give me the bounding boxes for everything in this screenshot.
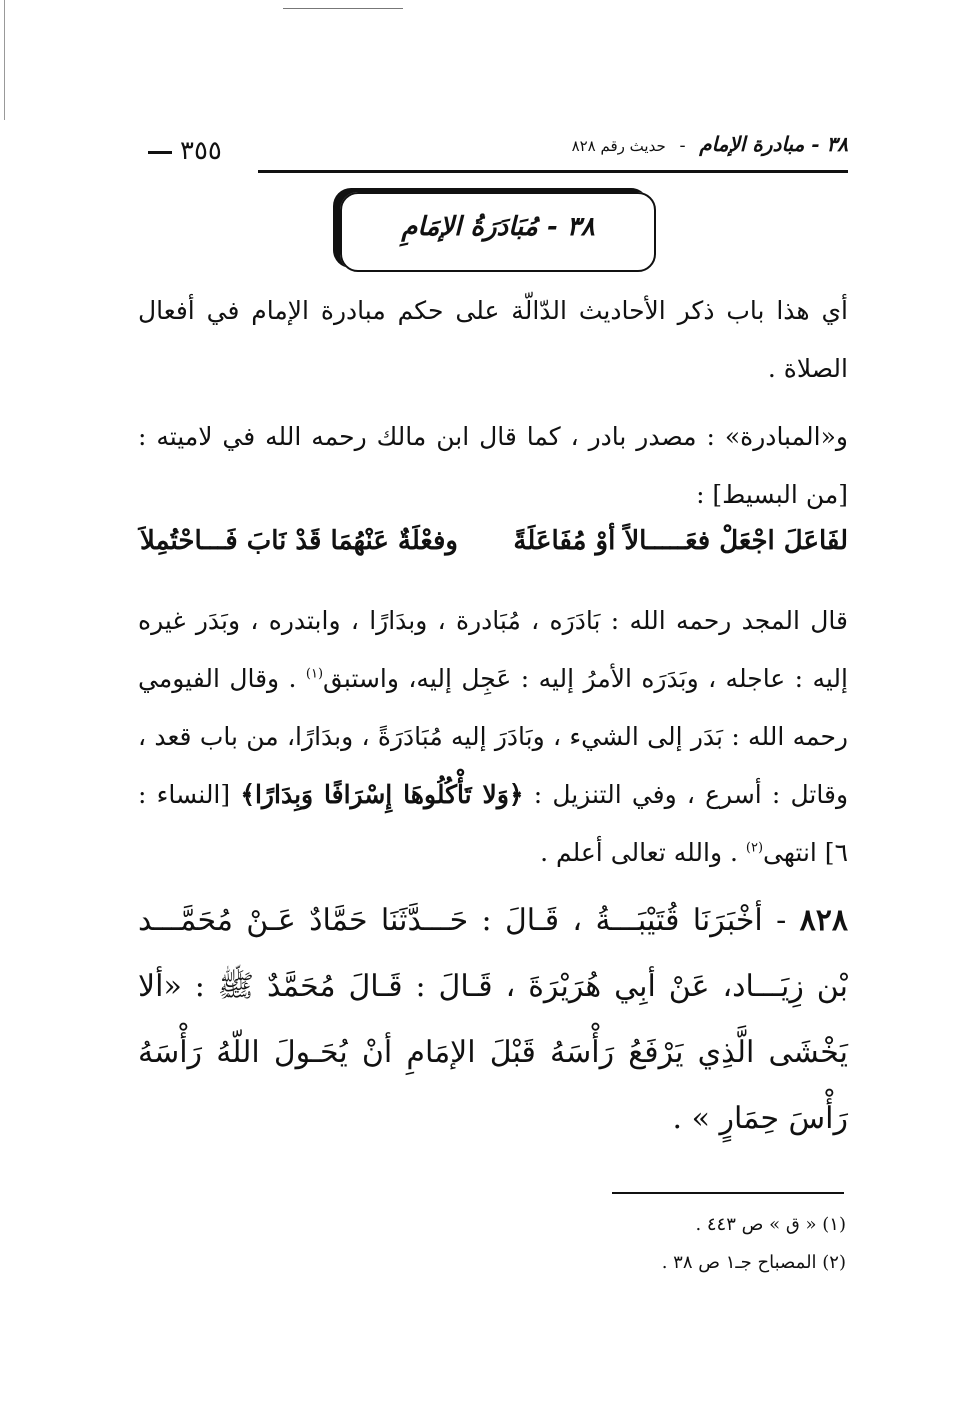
chapter-title: ٣٨ - مُبَادَرَةُ الإمَامِ [401,212,595,242]
verse-second-hemistich: وفعْلَةٌ عَنْهُمَا قَدْ نَابَ فَـــاحْتُمِلاَ [140,526,458,556]
commentary-text: . وقال الفيومي رحمه الله : بَدَر إلى الشيء ، وبَادَرَ إليه مُبَادَرَةً ، وبدَارًا، من باب قعد ، وقاتل : أسرع ، وفي التنزيل : [138,664,849,809]
hadith-paragraph [138,888,848,1152]
header-separator: - [679,135,686,156]
chapter-title-box [340,192,656,272]
header-hadith-ref: حديث رقم ٨٢٨ [571,137,666,155]
top-rule [283,8,403,9]
poetry-verse [140,520,848,578]
footnote-ref-2[interactable]: (٢) [745,840,764,856]
quran-quote: ﴿وَلا تَأْكُلُوهَا إِسْرَافًا وَبِدَارًا﴾ [240,780,524,809]
page-edge-line [4,0,5,120]
footnote-ref-1[interactable]: (١) [305,666,324,682]
page-number-dash [148,151,172,154]
footnote-rule [612,1192,844,1194]
commentary-paragraph [138,592,848,882]
hadith-text: - أخْبَرَنَا قُتَيْبَـــةُ ، قَـالَ : حَـــدَّثَنَا حَمَّادٌ عَـنْ مُحَمَّـــد بْن زِيَـــاد، عَنْ أبِي هُرَيْرَةَ ، قَـالَ : قَـالَ مُحَمَّدٌ ﷺ : «ألا يَخْشَى الَّذِي يَرْفَعُ رَأْسَهُ قَبْلَ الإمَامِ أنْ يُحَـولَ اللّهُ رَأْسَهُ رَأْسَ حِمَارٍ » . [138,903,848,1136]
commentary-text: . والله تعالى أعلم . [540,838,738,867]
running-header [140,124,848,176]
page-number: ٣٥٥ [180,136,222,166]
header-rule [258,170,848,173]
header-title [572,132,848,156]
footnotes [662,1206,846,1282]
commentary-text: [النساء : ٦] انتهى [138,780,848,867]
intro-paragraph: أي هذا باب ذكر الأحاديث الدّالّة على حكم مبادرة الإمام في أفعال الصلاة . [138,296,848,383]
commentary-text: قال المجد رحمه الله : بَادَرَه ، مُبَادرة ، وبدَارًا ، وابتدره ، وبَدَر غيره إليه : عاجله ، وبَدَرَه الأمرُ إليه : عَجِل إليه، واستبق [138,606,848,693]
hadith-number: ٨٢٨ [799,903,848,938]
verse-first-hemistich: لفَاعَلَ اجْعَلْ فعَـــــالاً أوْ مُفَاعَلَةً [513,526,848,556]
definition-paragraph: و«المبادرة» : مصدر بادر ، كما قال ابن مالك رحمه الله في لاميته : [من البسيط] : [138,422,848,509]
footnote-1: (١) « ق » ص ٤٤٣ . [695,1214,846,1235]
footnote-2: (٢) المصباح جـ١ ص ٣٨ . [661,1252,846,1273]
header-chapter: ٣٨ - مبادرة الإمام [699,132,848,156]
